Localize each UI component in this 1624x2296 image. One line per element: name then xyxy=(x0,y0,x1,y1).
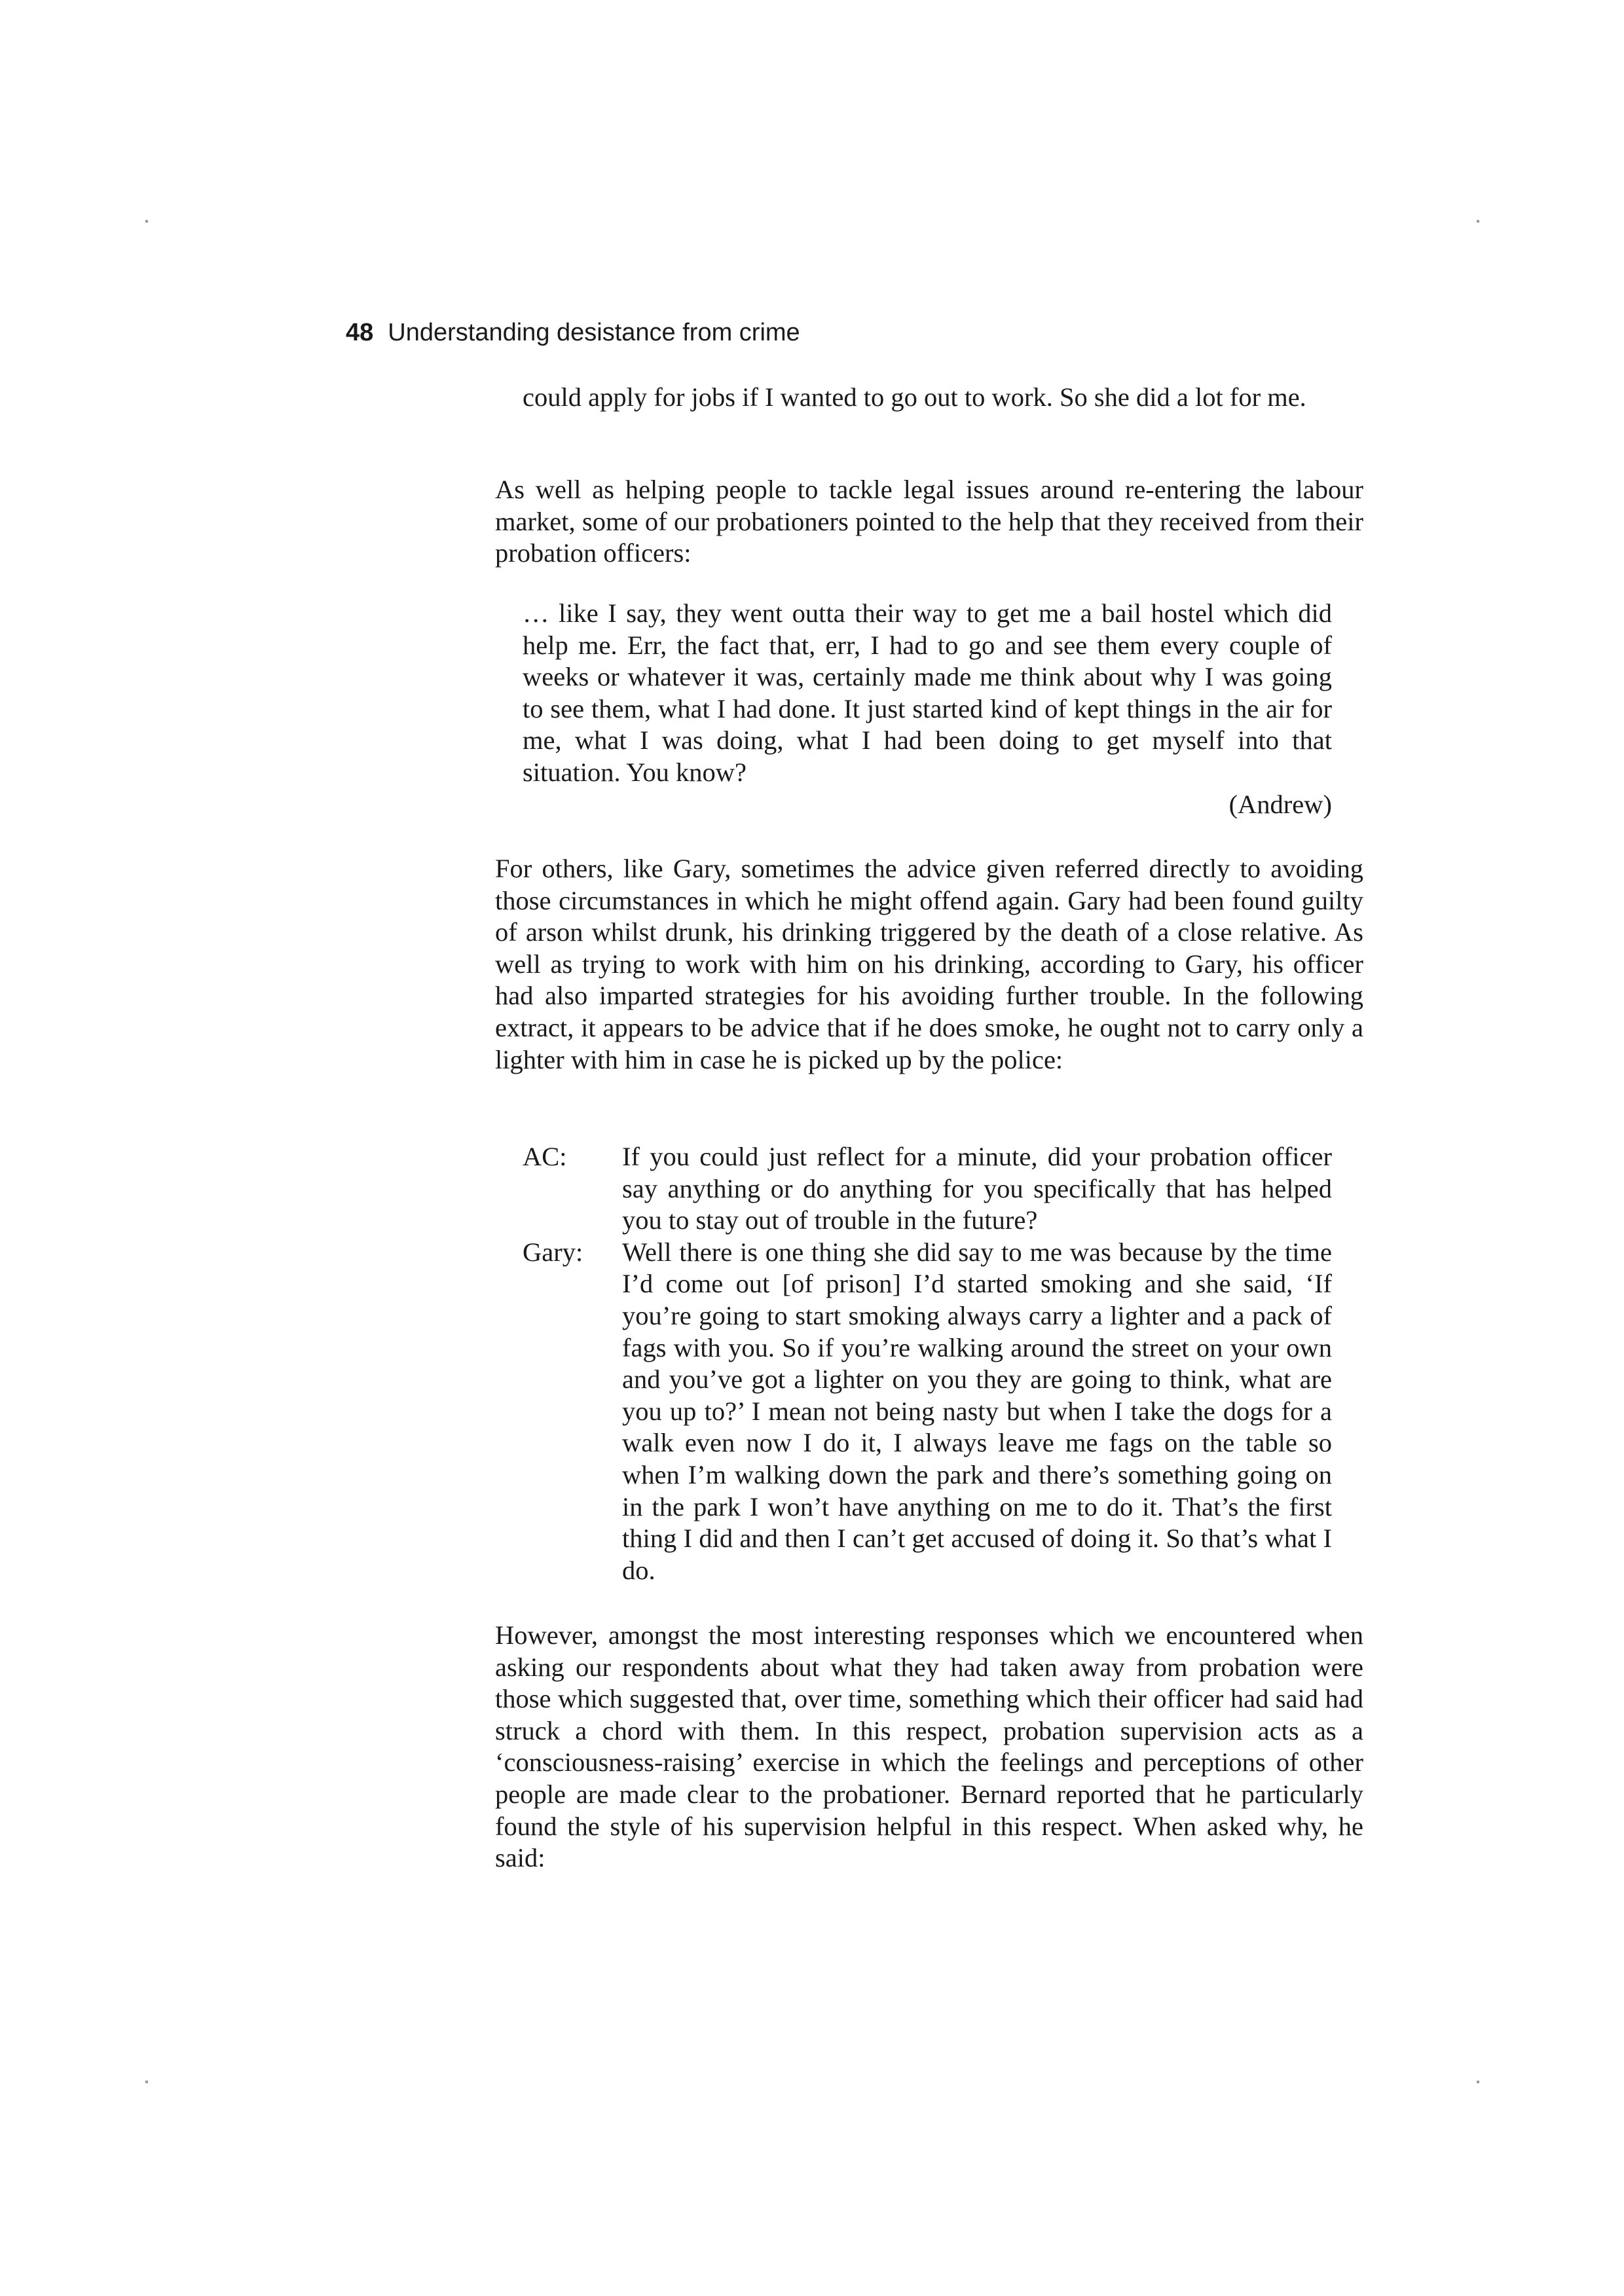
block-quote-continuation xyxy=(523,382,1332,414)
running-head xyxy=(346,313,800,352)
crop-mark-top-left xyxy=(145,220,148,223)
dialogue-turn xyxy=(523,1141,1332,1237)
dialogue-speaker: Gary: xyxy=(523,1237,583,1267)
dialogue-utterance: Well there is one thing she did say to me was because by the time I’d come out [of prison] I’d started smoking and she said, ‘If you’re going to start smoking always carry a lighter and a pack of fags with you. So if you’re walking around the street on your own and you’ve got a lighter on you they are going to think, what are you up to?’ I mean not being nasty but when I take the dogs for a walk even now I do it, I always leave me fags on the table so when I’m walking down the park and there’s something going on in the park I won’t have anything on me to do it. That’s the first thing I did and then I can’t get accused of doing it. So that’s what I do. xyxy=(622,1237,1332,1585)
paragraph-3-text: However, amongst the most interesting responses which we encountered when asking our respondents about what they had taken away from probation were those which suggested that, over time, something which their officer had said had struck a chord with them. In this respect, probation supervision acts as a ‘consciousness-raising’ exercise in which the feelings and perceptions of other people are made clear to the probationer. Bernard reported that he particularly found the style of his supervision helpful in this respect. When asked why, he said: xyxy=(495,1620,1363,1873)
paragraph-2 xyxy=(495,853,1363,1076)
interview-dialogue xyxy=(523,1141,1332,1586)
paragraph-1 xyxy=(495,474,1363,570)
block-quote-andrew xyxy=(523,598,1332,820)
quote-andrew-attribution: (Andrew) xyxy=(1228,789,1332,819)
crop-mark-bottom-right xyxy=(1477,2081,1479,2083)
page-number: 48 xyxy=(346,319,374,346)
paragraph-2-text: For others, like Gary, sometimes the advice given referred directly to avoiding those circumstances in which he might offend again. Gary had been found guilty of arson whilst drunk, his drinking triggered by the death of a close relative. As well as trying to work with him on his drinking, according to Gary, his officer had also imparted strategies for his avoiding further trouble. In the following extract, it appears to be advice that if he does smoke, he ought not to carry only a lighter with him in case he is picked up by the police: xyxy=(495,854,1363,1074)
quote-andrew-text: … like I say, they went outta their way to get me a bail hostel which did help me. Err, the fact that, err, I had to go and see them every couple of weeks or whatever it was, certainly made me think about why I was going to see them, what I had done. It just started kind of kept things in the air for me, what I was doing, what I had been doing to get myself into that situation. You know? xyxy=(523,598,1332,787)
crop-mark-bottom-left xyxy=(145,2081,148,2083)
running-title: Understanding desistance from crime xyxy=(388,319,800,346)
crop-mark-top-right xyxy=(1477,220,1479,223)
paragraph-1-text: As well as helping people to tackle legal issues around re-entering the labour market, some of our probationers pointed to the help that they received from their probation officers: xyxy=(495,475,1363,568)
quote-continuation-text: could apply for jobs if I wanted to go out to work. So she did a lot for me. xyxy=(523,382,1306,412)
dialogue-utterance: If you could just reflect for a minute, did your probation officer say anything or do anything for you specifically that has helped you to stay out of trouble in the future? xyxy=(622,1142,1332,1235)
paragraph-3 xyxy=(495,1620,1363,1874)
dialogue-turn xyxy=(523,1237,1332,1587)
dialogue-speaker: AC: xyxy=(523,1142,567,1171)
